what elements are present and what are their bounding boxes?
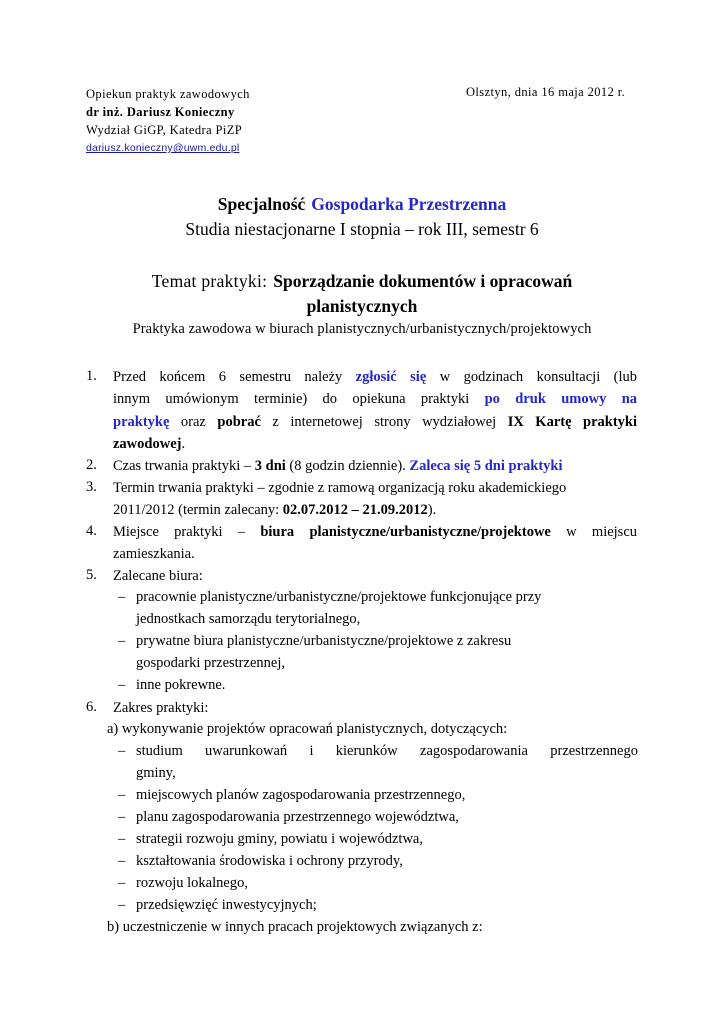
practice-subtitle: Praktyka zawodowa w biurach planistycznych/urbanistycznych/projektowych xyxy=(132,321,592,337)
item-6a-dash-1-line-2: gminy, xyxy=(136,765,176,781)
item-number-4: 4. xyxy=(86,523,97,539)
dash-bullet: – xyxy=(118,831,126,847)
dash-bullet: – xyxy=(118,809,126,825)
dash-bullet: – xyxy=(118,787,126,803)
dash-bullet: – xyxy=(118,589,126,605)
item-6a-line: a) wykonywanie projektów opracowań planistycznych, dotyczących: xyxy=(107,721,508,737)
item-4-line-1: Miejsce praktyki – biura planistyczne/urbanistyczne/projektowe w miejscu xyxy=(113,524,638,540)
item-number-2: 2. xyxy=(86,457,97,473)
specialty-heading xyxy=(0,194,724,215)
dash-bullet: – xyxy=(118,677,126,693)
item-5-dash-3: inne pokrewne. xyxy=(136,677,226,693)
item-3-line-2: 2011/2012 (termin zalecany: 02.07.2012 – 21.09.2012). xyxy=(113,502,437,518)
header-date: Olsztyn, dnia 16 maja 2012 r. xyxy=(466,85,626,99)
topic-text-2: planistycznych xyxy=(306,296,418,316)
item-6a-dash-3: planu zagospodarowania przestrzennego województwa, xyxy=(136,809,459,825)
item-number-6: 6. xyxy=(86,699,97,715)
item-1-line-2: innym umówionym terminie) do opiekuna praktyki po druk umowy na xyxy=(113,391,638,407)
item-6a-dash-2: miejscowych planów zagospodarowania przestrzennego, xyxy=(136,787,466,803)
specialty-name: Gospodarka Przestrzenna xyxy=(311,194,507,214)
item-1-line-4: zawodowej. xyxy=(113,436,186,452)
item-5-dash-1-line-1: pracownie planistyczne/urbanistyczne/projektowe funkcjonujące przy xyxy=(136,589,542,605)
header-email-link[interactable]: dariusz.konieczny@uwm.edu.pl xyxy=(86,142,240,154)
header-department: Wydział GiGP, Katedra PiZP xyxy=(86,123,243,137)
dash-bullet: – xyxy=(118,633,126,649)
item-6b-line: b) uczestniczenie w innych pracach projektowych związanych z: xyxy=(107,919,483,935)
header-role: Opiekun praktyk zawodowych xyxy=(86,87,250,101)
dash-bullet: – xyxy=(118,743,126,759)
item-6a-dash-7: przedsięwzięć inwestycyjnych; xyxy=(136,897,317,913)
item-3-line-1: Termin trwania praktyki – zgodnie z ramową organizacją roku akademickiego xyxy=(113,480,567,496)
topic-heading xyxy=(0,271,724,292)
item-number-3: 3. xyxy=(86,479,97,495)
dash-bullet: – xyxy=(118,875,126,891)
item-6a-dash-6: rozwoju lokalnego, xyxy=(136,875,248,891)
item-6-line: Zakres praktyki: xyxy=(113,700,209,716)
dash-bullet: – xyxy=(118,897,126,913)
header-name: dr inż. Dariusz Konieczny xyxy=(86,105,235,119)
item-5-dash-2-line-1: prywatne biura planistyczne/urbanistyczne/projektowe z zakresu xyxy=(136,633,512,649)
item-6a-dash-5: kształtowania środowiska i ochrony przyrody, xyxy=(136,853,403,869)
item-1-line-1: Przed końcem 6 semestru należy zgłosić się w godzinach konsultacji (lub xyxy=(113,369,637,385)
item-6a-dash-4: strategii rozwoju gminy, powiatu i województwa, xyxy=(136,831,423,847)
dash-bullet: – xyxy=(118,853,126,869)
item-number-5: 5. xyxy=(86,567,97,583)
item-5-dash-1-line-2: jednostkach samorządu terytorialnego, xyxy=(136,611,361,627)
topic-text-1: Sporządzanie dokumentów i opracowań xyxy=(273,271,573,291)
item-5-line: Zalecane biura: xyxy=(113,568,203,584)
item-4-line-2: zamieszkania. xyxy=(113,546,195,562)
item-5-dash-2-line-2: gospodarki przestrzennej, xyxy=(136,655,285,671)
item-1-line-3: praktykę oraz pobrać z internetowej strony wydziałowej IX Kartę praktyki xyxy=(113,414,638,430)
specialty-label: Specjalność xyxy=(217,194,306,214)
header-left xyxy=(86,85,250,157)
item-2-line: Czas trwania praktyki – 3 dni (8 godzin dziennie). Zaleca się 5 dni praktyki xyxy=(113,458,563,474)
item-number-1: 1. xyxy=(86,368,97,384)
studies-line: Studia niestacjonarne I stopnia – rok III, semestr 6 xyxy=(185,219,539,239)
topic-label: Temat praktyki: xyxy=(151,271,268,291)
item-6a-dash-1-line-1: studium uwarunkowań i kierunków zagospodarowania przestrzennego xyxy=(136,743,638,759)
